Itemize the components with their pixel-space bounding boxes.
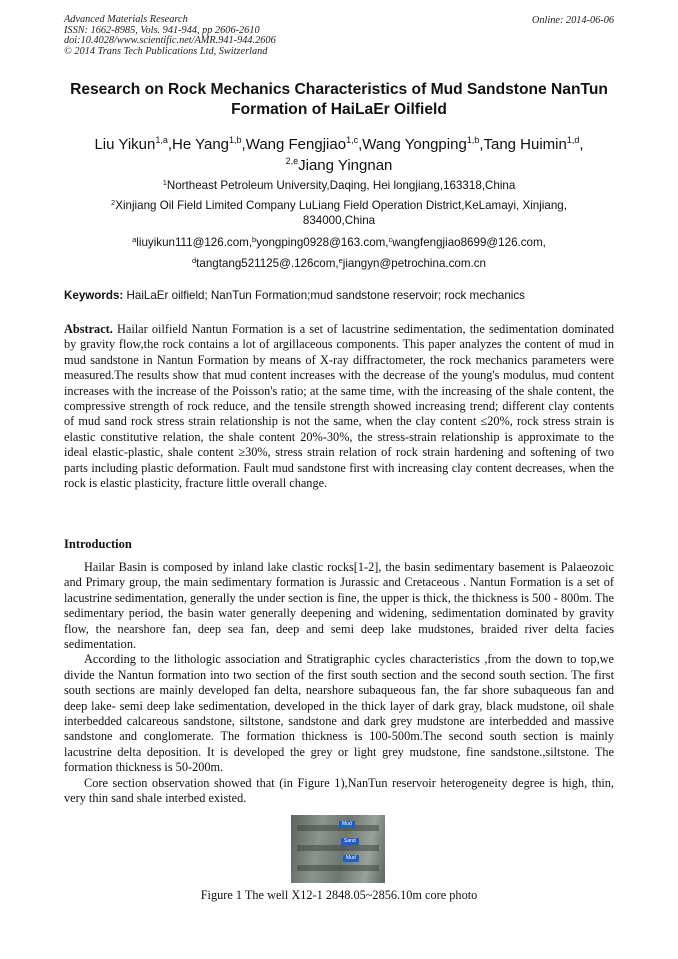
intro-paragraph-2: According to the lithologic association and Stratigraphic cycles characteristics ,from the down to top,we divide the Nantun formation into two section of the first south section and the second south section. The first south sections are mainly developed fan delta, nearshore subaqueous fan, the far shore subaqueous fan and deep lake- semi deep lake sedimentation, developed in the thick layer of dark gray, black mudstone, oil shale interbedded calcareous sandstone, siltstone, sandstone and dark grey mudstone are interbedded and massive sandstone and conglomerate. The formation thickness is 100-500m.The second south section is mainly lacustrine delta deposition. It is developed the grey or light grey mudstone, fine sandstone.,siltstone. The formation thickness is 50-200m. [64, 652, 614, 775]
author-sup: 1,b [466, 135, 480, 145]
author-sup: 1,b [229, 135, 242, 145]
figure-caption: Figure 1 The well X12-1 2848.05~2856.10m core photo [200, 888, 478, 902]
affiliation-2-sup: 2 [111, 198, 116, 207]
figure-label-mud-bottom: Mud [343, 855, 359, 862]
author-list [60, 132, 618, 174]
intro-paragraph-3: Core section observation showed that (in Figure 1),NanTun reservoir heterogeneity degree is high, thin, very thin sand shale interbed existed. [64, 775, 614, 806]
core-band [297, 845, 379, 851]
author-separator: , [241, 136, 246, 153]
introduction-body [64, 560, 614, 807]
core-photo [291, 815, 385, 883]
author-name: Liu Yikun [94, 136, 156, 153]
issn-line: ISSN: 1662-8985, Vols. 941-944, pp 2606-2610 [64, 24, 260, 36]
author-name: Wang Yongping [362, 136, 467, 153]
keywords-text: HaiLaEr oilfield; NanTun Formation;mud sandstone reservoir; rock mechanics [126, 289, 525, 302]
online-date: Online: 2014-06-06 [531, 15, 614, 26]
keywords-label: Keywords: [64, 289, 124, 302]
author-sup: 2,e [285, 156, 299, 166]
author-sup: 1,c [346, 135, 359, 145]
author-separator: , [358, 136, 363, 153]
abstract-label: Abstract. [64, 322, 113, 336]
author-name: Wang Fengjiao [245, 136, 347, 153]
figure-label-mud-top: Mud [339, 821, 355, 828]
affiliation-2 [80, 196, 598, 228]
email-address: yongping0928@163.com, [256, 236, 389, 249]
journal-header [64, 15, 276, 57]
author-name: He Yang [172, 136, 230, 153]
copyright-line: © 2014 Trans Tech Publications Ltd, Switzerland [64, 45, 268, 57]
core-band [297, 825, 379, 831]
paper-title: Research on Rock Mechanics Characteristics of Mud Sandstone NanTun Formation of HaiLaEr Oilfield [70, 81, 608, 118]
email-line-2 [80, 254, 598, 272]
author-sup: 1,d [566, 135, 580, 145]
author-sup: 1,a [155, 135, 168, 145]
email-sup: d [191, 256, 197, 265]
email-address: liuyikun111@126.com, [136, 236, 253, 249]
introduction-heading: Introduction [64, 537, 132, 551]
figure-label-sand: Sand [341, 838, 359, 845]
email-sup: e [338, 256, 343, 265]
email-address: jiangyn@petrochina.com.cn [342, 257, 486, 270]
author-separator: , [479, 136, 484, 153]
journal-name: Advanced Materials Research [64, 14, 188, 25]
email-sup: a [132, 235, 137, 244]
author-separator: , [579, 136, 584, 153]
author-name: Tang Huimin [483, 136, 567, 153]
email-address: tangtang521125@.126com, [196, 257, 339, 270]
affiliation-1-text: Northeast Petroleum University,Daqing, Hei longjiang,163318,China [166, 179, 516, 192]
keywords [64, 289, 525, 302]
core-band [297, 865, 379, 871]
author-name: Jiang Yingnan [298, 157, 393, 174]
affiliation-2-text: Xinjiang Oil Field Limited Company LuLiang Field Operation District,KeLamayi, Xinjiang, 834000,China [115, 199, 567, 227]
affiliation-1 [80, 176, 598, 194]
abstract-text: Hailar oilfield Nantun Formation is a set of lacustrine sedimentation, the sedimentation dominated by gravity flow,the rock contains a lot of argillaceous components. This paper analyzes the content of mud in mud sandstone in Nantun Formation by means of X-ray diffractometer, the rock mechanics parameters were measured.The results show that mud content increases with the decrease of the young's modulus, mud content increases with the increase of the Poisson's ratio; at the same time, with the increasing of the shale content, the compressive strength of rock reduce, and the tensile strength showed increasing trend; different clay contents of mud sand rock stress strain relationship is not the same, when the clay content ≤20%, rock stress strain is elastic constitutive relation, the shale content 20%-30%, the stress-strain relationship is approximate to the ideal elastic-plastic, shale content ≥30%, stress strain relation of rock strain hardening and softening of two parts including plastic deformation. Fault mud sandstone first with increasing clay content decreases, when the rock is elastic plasticity, fracture little overall change. [64, 322, 614, 491]
email-address: wangfengjiao8699@126.com, [392, 236, 546, 249]
email-sup: c [388, 235, 393, 244]
abstract [64, 322, 614, 491]
email-line-1 [80, 233, 598, 251]
affiliation-1-sup: 1 [162, 178, 167, 187]
email-sup: b [252, 235, 257, 244]
doi-line: doi:10.4028/www.scientific.net/AMR.941-944.2606 [64, 35, 276, 47]
author-separator: , [167, 136, 173, 153]
intro-paragraph-1: Hailar Basin is composed by inland lake clastic rocks[1-2], the basin sedimentary basement is Palaeozoic and Primary group, the main sedimentary formation is Jurassic and Cretaceous . Nantun Formation is a set of lacustrine sedimentation, generally the under section is fine, the upper is thick, the thickness is 500 - 800m. The sedimentary period, the basin water generally deepening and widening, sedimentation dominated by gravity flow, the nearshore fan, deep sea fan, deep and semi deep lake mudstones, braided river delta facies sedimentation. [64, 560, 614, 652]
